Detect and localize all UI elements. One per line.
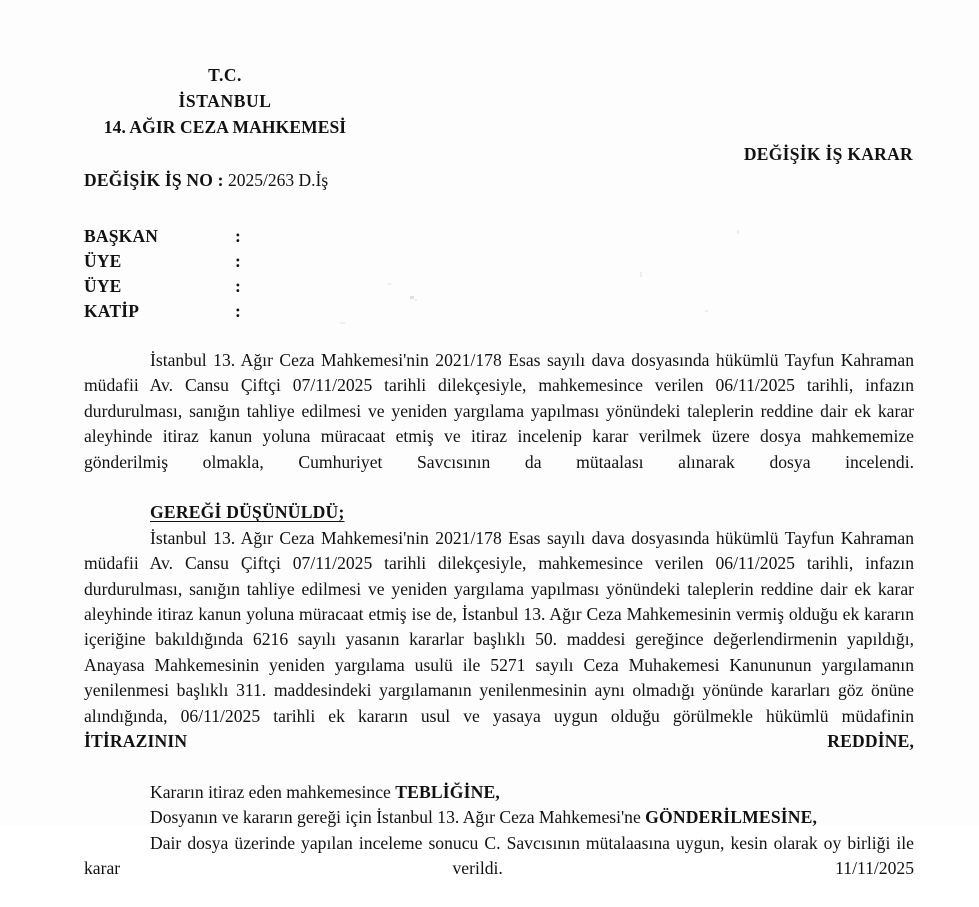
ruling-gonderilmesine-paragraph <box>84 805 914 830</box>
roster-separator: : <box>235 301 241 321</box>
ruling-tebligine-paragraph <box>84 780 914 805</box>
roster-role-label: BAŞKAN <box>84 226 159 246</box>
closing-paragraph-text: Dair dosya üzerinde yapılan inceleme sonucu C. Savcısının mütalaasına uygun, kesin olarak oy birliği ile karar verildi. 11/11/2025 <box>84 832 914 879</box>
roster-separator: : <box>235 226 241 246</box>
ruling-itirazin-reddine: İTİRAZININ REDDİNE, <box>84 731 914 752</box>
section-heading <box>84 500 914 525</box>
case-number-label: DEĞİŞİK İŞ NO : <box>84 170 224 190</box>
case-number-value: 2025/263 D.İş <box>228 170 329 190</box>
decision-kind-title: DEĞİŞİK İŞ KARAR <box>743 144 913 164</box>
roster-row <box>84 224 511 249</box>
roster-separator: : <box>235 276 241 296</box>
scan-artifact <box>705 310 708 312</box>
decision-body <box>84 348 914 907</box>
panel-roster <box>84 224 511 324</box>
reasoning-text: İstanbul 13. Ağır Ceza Mahkemesi'nin 2021/178 Esas sayılı dava dosyasında hükümlü Tayfun Kahraman müdafii Av. Cansu Çiftçi 07/11/2025 tarihli dilekçesiyle, mahkemesince verilen 06/11/2025 tarihli, infazın durdurulması, sanığın tahliye edilmesi ve yeniden yargılama yapılması yönündeki taleplerin reddine dair ek karar aleyhinde itiraz kanun yoluna müracaat etmiş ise de, İstanbul 13. Ağır Ceza Mahkemesinin vermiş olduğu ek kararın içeriğine bakıldığında 6216 sayılı yasanın kararlar başlıklı 50. maddesi gereğince değerlendirmenin yapıldığı, Anayasa Mahkemesinin yeniden yargılama usulü ile 5271 sayılı Ceza Muhakemesi Kanununun yargılamanın yenilenmesi başlıklı 311. maddesindeki yargılamanın yenilenmesinin aynı olmadığı yönünde kararları göz önüne alındığında, 06/11/2025 tarihli ek kararın usul ve yasaya uygun olduğu görülmekle hükümlü müdafinin <box>84 527 914 726</box>
roster-role-label: ÜYE <box>84 251 122 271</box>
roster-row <box>84 299 511 324</box>
ruling-tebligine-prefix: Kararın itiraz eden mahkemesince <box>150 781 396 802</box>
ruling-tebligine: TEBLİĞİNE, <box>395 781 500 802</box>
case-number-line <box>84 170 328 191</box>
ruling-gonderilmesine-prefix: Dosyanın ve kararın gereği için İstanbul 13. Ağır Ceza Mahkemesi'ne <box>150 807 646 828</box>
scan-artifact <box>640 272 642 277</box>
roster-row <box>84 274 511 299</box>
intro-paragraph-text: İstanbul 13. Ağır Ceza Mahkemesi'nin 2021/178 Esas sayılı dava dosyasında hükümlü Tayfun Kahraman müdafii Av. Cansu Çiftçi 07/11/2025 tarihli dilekçesiyle, mahkemesince verilen 06/11/2025 tarihli, infazın durdurulması, sanığın tahliye edilmesi ve yeniden yargılama yapılması yönündeki taleplerin reddine dair ek karar aleyhinde itiraz kanun yoluna müracaat etmiş ve itiraz incelenip karar verilmek üzere dosya mahkememize gönderilmiş olmakla, Cumhuriyet Savcısının da mütaalası alınarak dosya incelendi. <box>84 350 914 472</box>
court-name-line: 14. AĞIR CEZA MAHKEMESİ <box>103 117 347 137</box>
closing-paragraph <box>84 831 914 907</box>
roster-role-label: KATİP <box>84 301 140 321</box>
city-line: İSTANBUL <box>178 91 272 111</box>
roster-role-label: ÜYE <box>84 276 122 296</box>
roster-row <box>84 249 511 274</box>
scan-artifact <box>737 230 739 234</box>
reasoning-paragraph <box>84 526 914 780</box>
intro-paragraph <box>84 348 914 500</box>
republic-line: T.C. <box>208 65 242 85</box>
ruling-gonderilmesine: GÖNDERİLMESİNE, <box>645 807 818 828</box>
roster-separator: : <box>235 251 241 271</box>
section-heading-text: GEREĞİ DÜŞÜNÜLDÜ; <box>150 502 345 523</box>
court-header <box>84 62 366 140</box>
